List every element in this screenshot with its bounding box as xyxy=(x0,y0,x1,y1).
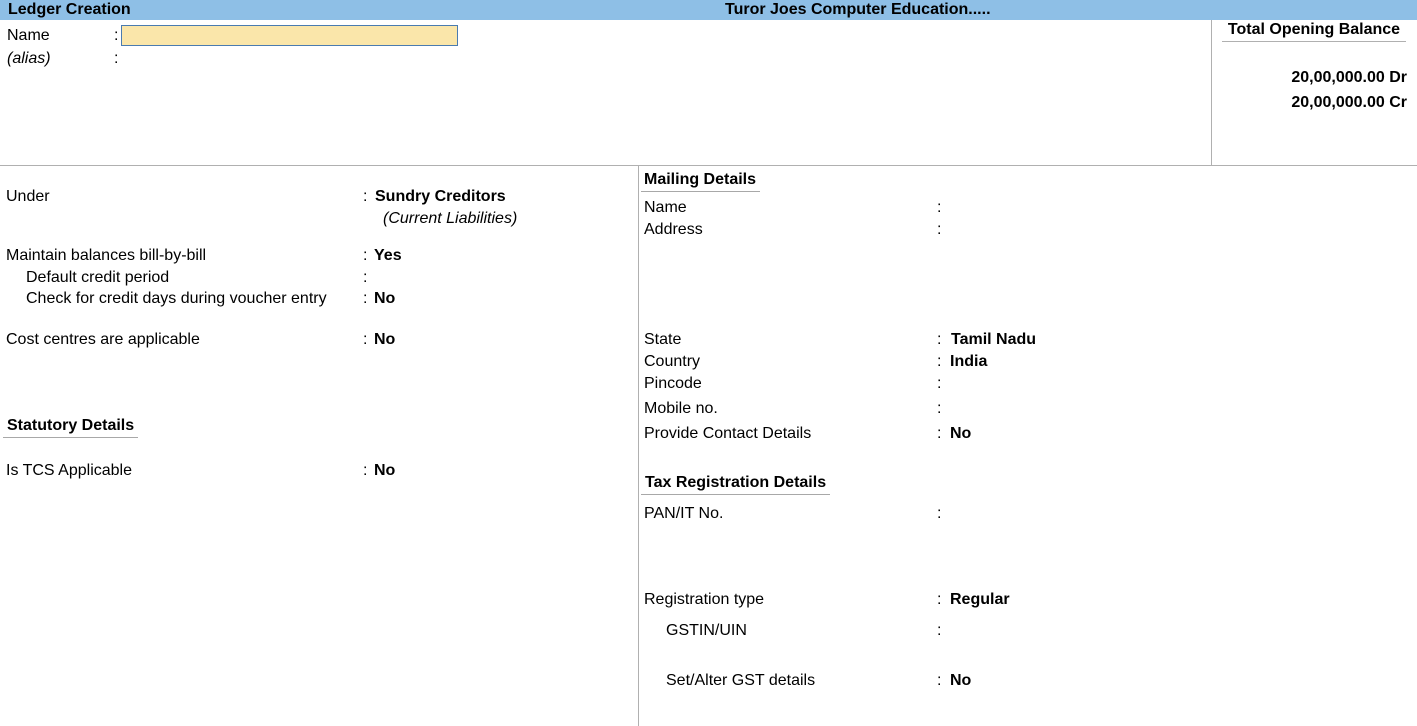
state-label: State xyxy=(644,331,682,348)
colon: : xyxy=(937,622,942,639)
contact-details-label: Provide Contact Details xyxy=(644,425,812,442)
tax-registration-heading: Tax Registration Details xyxy=(641,474,830,495)
credit-period-label: Default credit period xyxy=(26,269,170,286)
mailing-name-label: Name xyxy=(644,199,687,216)
statutory-details-heading: Statutory Details xyxy=(3,417,138,438)
cost-centres-label: Cost centres are applicable xyxy=(6,331,200,348)
colon: : xyxy=(937,425,942,442)
screen-title: Ledger Creation xyxy=(8,1,131,18)
colon: : xyxy=(363,331,368,348)
gstin-label: GSTIN/UIN xyxy=(666,622,747,639)
under-parent-group: (Current Liabilities) xyxy=(383,210,518,227)
colon: : xyxy=(937,375,942,392)
colon: : xyxy=(937,331,942,348)
address-label: Address xyxy=(644,221,703,238)
colon: : xyxy=(114,27,119,44)
mailing-details-heading: Mailing Details xyxy=(641,171,760,192)
colon: : xyxy=(937,591,942,608)
alias-label: (alias) xyxy=(7,50,51,67)
opening-balance-debit: 20,00,000.00 Dr xyxy=(1291,69,1407,86)
colon: : xyxy=(114,50,119,67)
opening-balance-title: Total Opening Balance xyxy=(1222,20,1406,42)
ledger-name-input[interactable] xyxy=(121,25,458,46)
tcs-label: Is TCS Applicable xyxy=(6,462,132,479)
company-name: Turor Joes Computer Education..... xyxy=(725,1,991,18)
colon: : xyxy=(937,199,942,216)
registration-type-label: Registration type xyxy=(644,591,765,608)
vertical-divider xyxy=(638,165,639,726)
colon: : xyxy=(363,247,368,264)
horizontal-divider xyxy=(0,165,1417,166)
gst-details-value[interactable]: No xyxy=(950,672,972,689)
ledger-name-label: Name xyxy=(7,27,50,44)
credit-days-label: Check for credit days during voucher entry xyxy=(26,290,327,307)
pincode-label: Pincode xyxy=(644,375,702,392)
pan-label: PAN/IT No. xyxy=(644,505,724,522)
colon: : xyxy=(363,290,368,307)
bill-by-bill-label: Maintain balances bill-by-bill xyxy=(6,247,207,264)
title-bar xyxy=(0,0,1417,20)
contact-details-value[interactable]: No xyxy=(950,425,972,442)
cost-centres-value[interactable]: No xyxy=(374,331,396,348)
credit-days-value[interactable]: No xyxy=(374,290,396,307)
under-value[interactable]: Sundry Creditors xyxy=(375,188,506,205)
bill-by-bill-value[interactable]: Yes xyxy=(374,247,402,264)
under-label: Under xyxy=(6,188,50,205)
gst-details-label: Set/Alter GST details xyxy=(666,672,816,689)
country-value[interactable]: India xyxy=(950,353,988,370)
colon: : xyxy=(937,353,942,370)
colon: : xyxy=(937,221,942,238)
colon: : xyxy=(363,269,368,286)
colon: : xyxy=(363,462,368,479)
colon: : xyxy=(363,188,368,205)
registration-type-value[interactable]: Regular xyxy=(950,591,1010,608)
state-value[interactable]: Tamil Nadu xyxy=(951,331,1037,348)
country-label: Country xyxy=(644,353,701,370)
tcs-value[interactable]: No xyxy=(374,462,396,479)
colon: : xyxy=(937,672,942,689)
mobile-label: Mobile no. xyxy=(644,400,718,417)
colon: : xyxy=(937,400,942,417)
opening-balance-credit: 20,00,000.00 Cr xyxy=(1291,94,1407,111)
colon: : xyxy=(937,505,942,522)
